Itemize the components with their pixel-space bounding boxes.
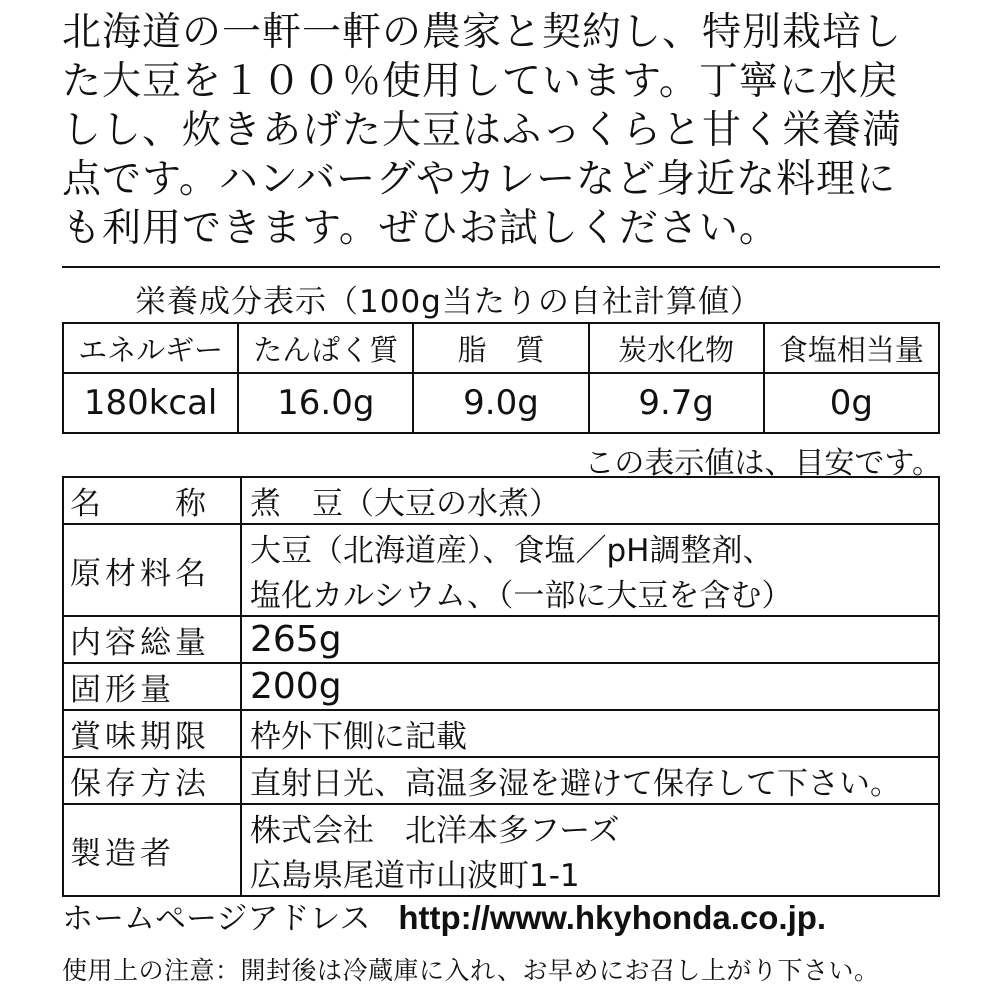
nutrition-value: 180kcal (63, 373, 238, 433)
nutrition-header: エネルギー (63, 323, 238, 373)
spec-label-text: 名 称 (70, 486, 210, 522)
nutrition-header: 脂 質 (413, 323, 588, 373)
spec-value-name: 煮 豆（大豆の水煮） (241, 477, 939, 524)
spec-label-maker (63, 804, 241, 896)
maker-line: 広島県尾道市山波町1-1 (250, 858, 580, 894)
nutrition-header: 食塩相当量 (764, 323, 939, 373)
description (62, 8, 952, 253)
nutrition-value: 9.0g (413, 373, 588, 433)
spec-value-ingredients (241, 524, 939, 616)
description-line: 点です。ハンバーグやカレーなど身近な料理に (62, 157, 897, 202)
ingredients-line: 大豆（北海道産）、食塩／pH調整剤、 (250, 533, 774, 569)
homepage-row (62, 893, 826, 938)
spec-label-storage: 保存方法 (63, 757, 241, 804)
spec-value-storage: 直射日光、高温多湿を避けて保存して下さい。 (241, 757, 939, 804)
usage-caution: 使用上の注意：開封後は冷蔵庫に入れ、お早めにお召し上がり下さい。 (62, 956, 880, 985)
nutrition-value: 0g (764, 373, 939, 433)
description-line: しし、炊きあげた大豆はふっくらと甘く栄養満 (62, 108, 903, 153)
nutrition-header: たんぱく質 (238, 323, 413, 373)
spec-value-solid: 200g (241, 663, 939, 710)
spec-label-expiry: 賞味期限 (63, 710, 241, 757)
nutrition-note: この表示値は、目安です。 (584, 446, 942, 481)
nutrition-value: 16.0g (238, 373, 413, 433)
homepage-label: ホームページアドレス (62, 901, 371, 937)
spec-label-total: 内容総量 (63, 616, 241, 663)
nutrition-header: 炭水化物 (589, 323, 764, 373)
spec-value-total: 265g (241, 616, 939, 663)
spec-label-text: 製造者 (70, 835, 175, 872)
divider (62, 266, 940, 268)
spec-value-expiry: 枠外下側に記載 (241, 710, 939, 757)
spec-label-ingredients: 原材料名 (63, 524, 241, 616)
spec-value-maker (241, 804, 939, 896)
ingredients-line: 塩化カルシウム、（一部に大豆を含む） (250, 578, 793, 614)
nutrition-table (62, 322, 940, 434)
nutrition-title: 栄養成分表示（100g当たりの自社計算値） (135, 284, 762, 320)
description-line: も利用できます。ぜひお試しください。 (62, 206, 779, 251)
maker-line: 株式会社 北洋本多フーズ (250, 813, 620, 849)
spec-table (62, 476, 940, 897)
spec-label-name (63, 477, 241, 524)
nutrition-value: 9.7g (589, 373, 764, 433)
homepage-url: http://www.hkyhonda.co.jp. (398, 899, 827, 936)
description-line: 北海道の一軒一軒の農家と契約し、特別栽培し (62, 10, 903, 55)
spec-label-text: 固形量 (70, 672, 175, 708)
description-line: た大豆を１００％使用しています。丁寧に水戻 (62, 59, 899, 104)
spec-label-solid (63, 663, 241, 710)
